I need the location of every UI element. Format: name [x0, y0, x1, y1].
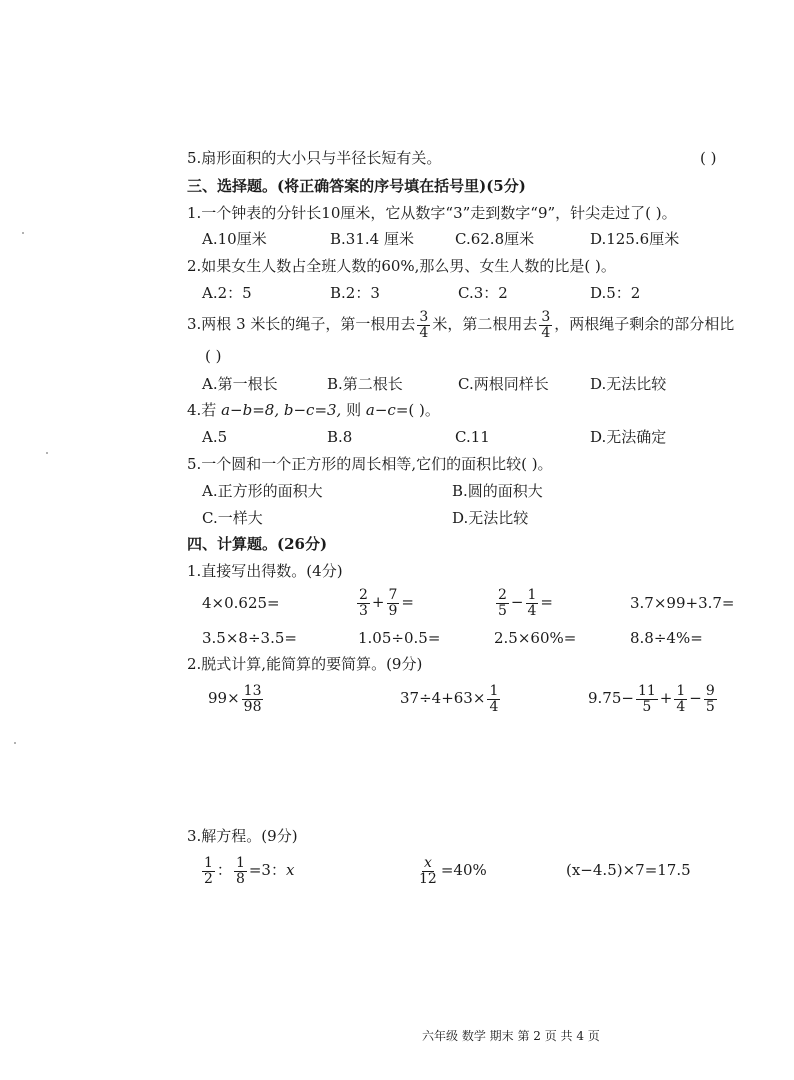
section4-p2-title: 2.脱式计算,能简算的要简算。(9分): [187, 655, 423, 673]
fraction-denominator: 4: [489, 698, 499, 715]
section3-q4-option-a: A.5: [202, 428, 228, 446]
fraction-denominator: 4: [419, 324, 429, 341]
fraction: [674, 684, 687, 714]
section3-q1-option-b: B.31.4 厘米: [330, 230, 414, 248]
fraction-denominator: 3: [359, 602, 368, 619]
fraction-denominator: 12: [419, 870, 437, 887]
section3-q2-option-b: B.2：3: [330, 284, 380, 302]
section3-q2-option-d: D.5：2: [590, 284, 641, 302]
section3-q4-option-d: D.无法确定: [590, 428, 667, 446]
section3-title: 三、选择题。(将正确答案的序号填在括号里)(5分): [187, 177, 526, 195]
fraction: [242, 684, 264, 714]
fraction-numerator: 1: [235, 854, 245, 871]
section3-q5-option-d: D.无法比较: [452, 509, 529, 527]
section3-q4-option-c: C.11: [455, 428, 490, 446]
fraction-numerator: 3: [541, 308, 551, 325]
fraction-denominator: 4: [676, 698, 686, 715]
expression-text: =40%: [440, 861, 487, 879]
fraction-numerator: 11: [637, 682, 656, 699]
fraction: [417, 856, 439, 886]
calc-r1c4: 3.7×99+3.7=: [630, 594, 735, 612]
calc-r2c3: 2.5×60%=: [494, 629, 577, 647]
fraction-numerator: x: [423, 854, 432, 871]
section3-q3-fraction-2: [539, 310, 552, 340]
section3-q4-text: [187, 400, 440, 420]
section3-q3-fraction-1: [417, 310, 430, 340]
section4-title: 四、计算题。(26分): [187, 535, 328, 553]
section3-q4-expr3: a−c=: [365, 401, 409, 419]
judgement-q5-answer-paren: ( ): [700, 149, 717, 167]
fraction: [704, 684, 717, 714]
fraction: [636, 684, 658, 714]
fraction-numerator: 3: [419, 308, 429, 325]
fraction-numerator: 1: [489, 682, 499, 699]
fraction-numerator: 1: [676, 682, 686, 699]
section3-q1-option-a: A.10厘米: [202, 230, 267, 248]
calc-r1c1: 4×0.625=: [202, 594, 280, 612]
section3-q4-option-b: B.8: [327, 428, 353, 446]
section3-q4-expr2: b−c=3,: [283, 401, 342, 419]
section4-p3-title: 3.解方程。(9分): [187, 827, 298, 845]
fraction-numerator: 1: [527, 586, 537, 603]
section3-q3-option-c: C.两根同样长: [458, 375, 549, 393]
section3-q3-option-d: D.无法比较: [590, 375, 667, 393]
expression-text: 37÷4+63×: [400, 689, 486, 707]
equals: =: [401, 593, 414, 611]
fraction: [234, 856, 247, 886]
fraction-denominator: 8: [235, 870, 245, 887]
page-footer: 六年级 数学 期末 第 2 页 共 4 页: [422, 1029, 600, 1043]
fraction-numerator: 7: [388, 586, 398, 603]
fraction-denominator: 4: [541, 324, 551, 341]
fraction-denominator: 5: [498, 602, 507, 619]
section3-q3-answer-paren: ( ): [205, 347, 222, 365]
fraction-denominator: 5: [642, 698, 652, 715]
step-calc-3: [588, 680, 719, 716]
section3-q2-option-a: A.2：5: [202, 284, 252, 302]
equation-3: (x−4.5)×7=17.5: [566, 861, 691, 879]
operator: −: [510, 593, 524, 611]
section3-q3-part3: ，两根绳子剩余的部分相比: [554, 315, 735, 333]
step-calc-1: [208, 680, 265, 716]
fraction-numerator: 2: [359, 586, 368, 603]
fraction-numerator: 1: [204, 854, 213, 871]
section3-q2-option-c: C.3：2: [458, 284, 508, 302]
fraction-denominator: 98: [243, 698, 262, 715]
equals: =: [540, 593, 553, 611]
fraction: [357, 588, 370, 618]
fraction: [526, 588, 539, 618]
operator: +: [659, 689, 673, 707]
equation-1: [200, 852, 294, 888]
section3-q4-prefix: 4.若: [187, 401, 217, 419]
step-calc-2: [400, 680, 502, 716]
fraction-denominator: 2: [204, 870, 213, 887]
section3-q4-mid: 则: [346, 401, 362, 419]
section3-q3-option-b: B.第二根长: [327, 375, 403, 393]
operator: −: [689, 689, 702, 707]
equation-2: [415, 852, 487, 888]
fraction-numerator: 2: [498, 586, 507, 603]
fraction-numerator: 9: [705, 682, 715, 699]
fraction-denominator: 9: [388, 602, 398, 619]
calc-r1c3: [494, 584, 553, 620]
section3-q4-expr1: a−b=8,: [221, 401, 280, 419]
scan-speck: [22, 232, 24, 234]
fraction-numerator: 13: [243, 682, 262, 699]
section3-q5-option-c: C.一样大: [202, 509, 263, 527]
expression-text: 9.75−: [588, 689, 634, 707]
calc-r2c1: 3.5×8÷3.5=: [202, 629, 297, 647]
section3-q1-option-d: D.125.6厘米: [590, 230, 680, 248]
section4-p1-title: 1.直接写出得数。(4分): [187, 562, 343, 580]
judgement-q5-text: 5.扇形面积的大小只与半径长短有关。: [187, 149, 442, 167]
fraction-denominator: 4: [527, 602, 537, 619]
section3-q5-option-b: B.圆的面积大: [452, 482, 543, 500]
variable: x: [285, 861, 295, 879]
fraction: [496, 588, 509, 618]
section3-q3-part1: 3.两根 3 米长的绳子，第一根用去: [187, 315, 416, 333]
section3-q3-option-a: A.第一根长: [202, 375, 278, 393]
scan-speck: [46, 452, 48, 454]
scan-speck: [14, 742, 16, 744]
section3-q3-text: [187, 306, 734, 342]
fraction: [202, 856, 215, 886]
section3-q3-part2: 米，第二根用去: [432, 315, 538, 333]
calc-r1c2: [355, 584, 414, 620]
section3-q4-suffix: ( )。: [408, 401, 440, 419]
section3-q1-text: 1.一个钟表的分针长10厘米，它从数字“3”走到数字“9”，针尖走过了( )。: [187, 204, 677, 222]
section3-q1-option-c: C.62.8厘米: [455, 230, 535, 248]
fraction-denominator: 5: [705, 698, 715, 715]
ratio-colon: ：: [216, 861, 232, 879]
fraction: [487, 684, 500, 714]
expression-text: 99×: [208, 689, 240, 707]
calc-r2c4: 8.8÷4%=: [630, 629, 703, 647]
operator: +: [371, 593, 385, 611]
expression-text: =3：: [248, 861, 286, 879]
calc-r2c2: 1.05÷0.5=: [358, 629, 441, 647]
fraction: [387, 588, 400, 618]
section3-q5-text: 5.一个圆和一个正方形的周长相等,它们的面积比较( )。: [187, 455, 553, 473]
section3-q2-text: 2.如果女生人数占全班人数的60%,那么男、女生人数的比是( )。: [187, 257, 616, 275]
section3-q5-option-a: A.正方形的面积大: [202, 482, 323, 500]
